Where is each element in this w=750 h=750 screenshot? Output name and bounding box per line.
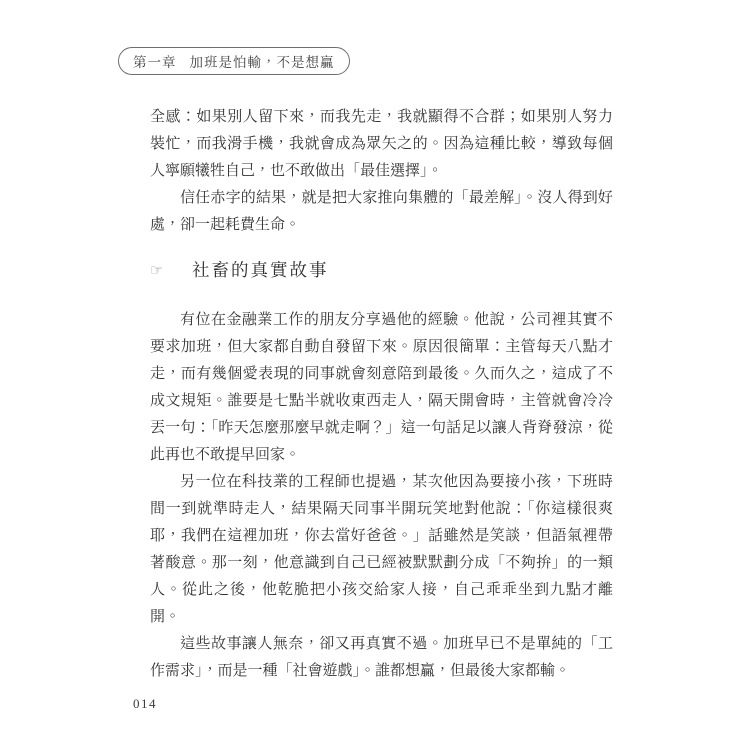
pointing-hand-icon: ☞ xyxy=(150,260,164,279)
paragraph: 信任赤字的結果，就是把大家推向集體的「最差解」。沒人得到好處，卻一起耗費生命。 xyxy=(150,190,613,233)
paragraph: 有位在金融業工作的朋友分享過他的經驗。他說，公司裡其實不要求加班，但大家都自動自發留下來。原因很簡單：主管每天八點才走，而有幾個愛表現的同事就會刻意陪到最後。久而久之，這成了不成文規矩。誰要是七點半就收東西走人，隔天開會時，主管就會冷冷丟一句：「昨天怎麼那麼早就走啊？」這一句話足以讓人背脊發涼，從此再也不敢提早回家。 xyxy=(150,312,613,463)
page-number: 014 xyxy=(133,696,157,711)
section-heading xyxy=(150,255,613,285)
paragraph-continuation: 全感：如果別人留下來，而我先走，我就顯得不合群；如果別人努力裝忙，而我滑手機，我就會成為眾矢之的。因為這種比較，導致每個人寧願犧牲自己，也不敢做出「最佳選擇」。 xyxy=(150,109,613,179)
section-title: 社畜的真實故事 xyxy=(192,259,329,280)
paragraph: 另一位在科技業的工程師也提過，某次他因為要接小孩，下班時間一到就準時走人，結果隔天同事半開玩笑地對他說：「你這樣很爽耶，我們在這裡加班，你去當好爸爸。」話雖然是笑談，但語氣裡帶著酸意。那一刻，他意識到自己已經被默默劃分成「不夠拚」的一類人。從此之後，他乾脆把小孩交給家人接，自己乖乖坐到九點才離開。 xyxy=(150,474,613,625)
paragraph: 這些故事讓人無奈，卻又再真實不過。加班早已不是單純的「工作需求」，而是一種「社會遊戲」。誰都想贏，但最後大家都輸。 xyxy=(150,636,613,679)
chapter-title: 加班是怕輸，不是想贏 xyxy=(189,55,335,70)
chapter-number-label: 第一章 xyxy=(133,55,177,70)
chapter-badge xyxy=(118,47,350,75)
body-text-column xyxy=(150,104,613,685)
